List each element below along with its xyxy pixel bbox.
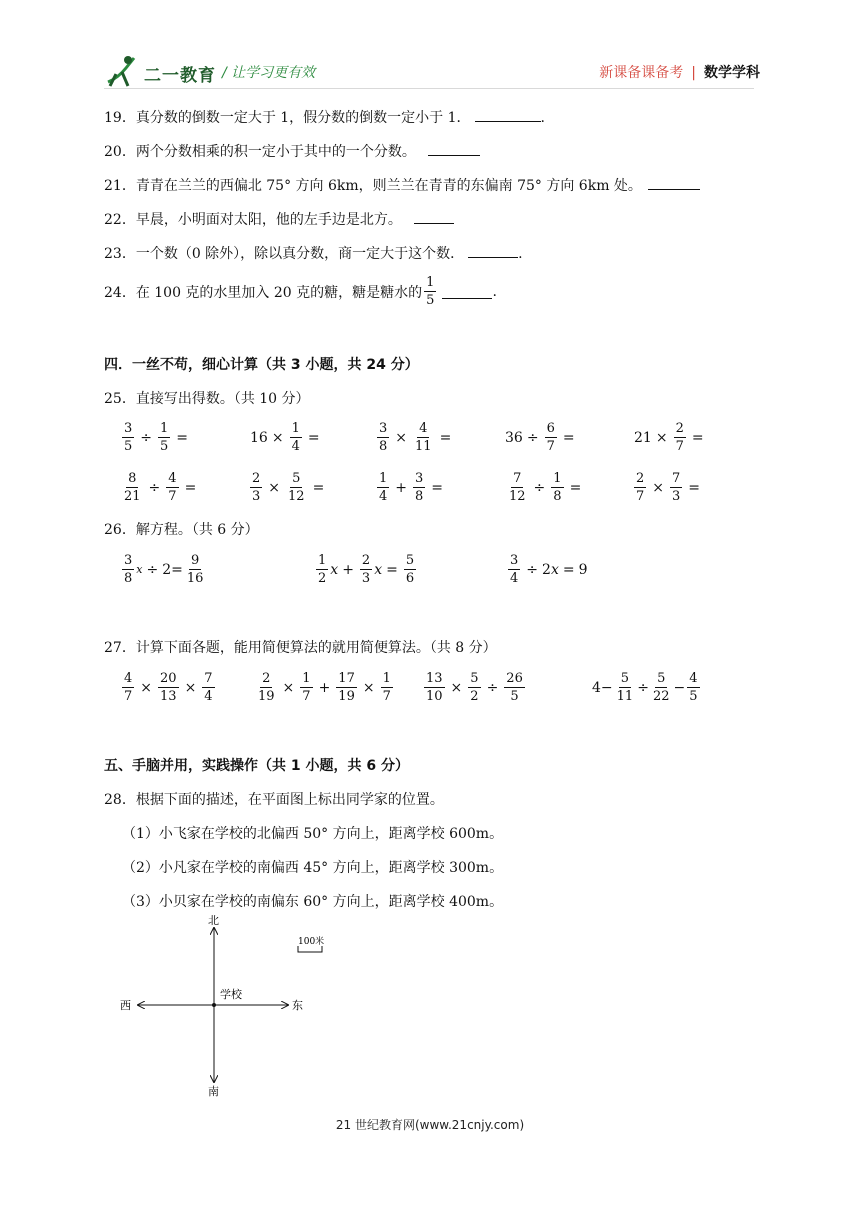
school-point (212, 1003, 216, 1007)
answer-blank[interactable] (442, 284, 492, 299)
q28-item-1: （1）小飞家在学校的北偏西 50° 方向上，距离学校 600m。 (122, 826, 504, 842)
scale-label: 100米 (298, 937, 325, 947)
question-28: 28．根据下面的描述，在平面图上标出同学家的位置。 (104, 792, 444, 808)
equation-26-1: $\frac{3}{8}$ x ÷ 2 = $\frac{9}{16}$ (124, 553, 204, 586)
section-4-title: 四．一丝不苟，细心计算（共 3 小题，共 24 分） (104, 357, 419, 373)
logo-runner-icon (104, 52, 140, 90)
question-19: 19．真分数的倒数一定大于 1，假分数的倒数一定小于 1． . (104, 107, 545, 127)
calc-25-4: 36 ÷ $\frac{6}{7}$ = (505, 421, 575, 454)
header-right (599, 62, 760, 82)
answer-blank[interactable] (648, 175, 700, 190)
header-separator: | (691, 65, 696, 81)
page-header (0, 0, 860, 92)
question-21: 21．青青在兰兰的西偏北 75° 方向 6km，则兰兰在青青的东偏南 75° 方向 6km 处。 (104, 175, 700, 195)
calc-25-7: $\frac{2}{3}$ × $\frac{5}{12}$ = (252, 471, 325, 504)
question-26: 26．解方程。（共 6 分） (104, 522, 259, 538)
answer-blank[interactable] (468, 243, 518, 258)
equation-26-2: $\frac{1}{2}$ x + $\frac{2}{3}$ x = $\frac{5}{6}$ (318, 553, 415, 586)
slogan: / 让学习更有效 (222, 65, 316, 81)
calc-25-2: 16 × $\frac{1}{4}$ = (250, 421, 320, 454)
logo-text: 二一教育 (144, 66, 216, 86)
calc-27-3: $\frac{13}{10}$ × $\frac{5}{2}$ ÷ $\frac{26}{5}$ (426, 671, 523, 704)
east-label: 东 (292, 999, 303, 1012)
answer-blank[interactable] (414, 209, 454, 224)
question-20: 20．两个分数相乘的积一定小于其中的一个分数。 (104, 141, 480, 161)
answer-blank[interactable] (428, 141, 480, 156)
question-24: 24．在 100 克的水里加入 20 克的糖，糖是糖水的 $\frac{1}{5}$ . (104, 275, 497, 308)
calc-27-1: $\frac{4}{7}$ × $\frac{20}{13}$ × $\frac{7}{4}$ (124, 671, 213, 704)
calc-27-2: $\frac{2}{19}$ × $\frac{1}{7}$ + $\frac{17}{19}$ × $\frac{1}{7}$ (258, 671, 391, 704)
calc-25-5: 21 × $\frac{2}{7}$ = (634, 421, 704, 454)
question-22: 22．早晨，小明面对太阳，他的左手边是北方。 (104, 209, 454, 229)
question-27: 27．计算下面各题，能用简便算法的就用简便算法。（共 8 分） (104, 640, 497, 656)
north-label: 北 (208, 914, 219, 927)
header-tag-a: 新课备课备考 (599, 65, 684, 81)
answer-blank[interactable] (475, 107, 541, 122)
school-map[interactable] (110, 910, 330, 1100)
calc-25-1: $\frac{3}{5}$ ÷ $\frac{1}{5}$ = (124, 421, 189, 454)
q28-item-3: （3）小贝家在学校的南偏东 60° 方向上，距离学校 400m。 (122, 894, 504, 910)
south-label: 南 (208, 1085, 219, 1098)
school-label: 学校 (220, 988, 242, 1001)
header-divider (104, 88, 754, 89)
section-5-title: 五、手脑并用，实践操作（共 1 小题，共 6 分） (104, 758, 409, 774)
equation-26-3: $\frac{3}{4}$ ÷ 2 x = 9 (510, 553, 588, 586)
calc-25-8: $\frac{1}{4}$ + $\frac{3}{8}$ = (379, 471, 444, 504)
question-25: 25．直接写出得数。（共 10 分） (104, 391, 310, 407)
fraction: $\frac{1}{5}$ (426, 275, 435, 308)
calc-25-10: $\frac{2}{7}$ × $\frac{7}{3}$ = (636, 471, 701, 504)
calc-27-4: 4 − $\frac{5}{11}$ ÷ $\frac{5}{22}$ − $\frac{4}{5}$ (592, 671, 698, 704)
calc-25-6: $\frac{8}{21}$ ÷ $\frac{4}{7}$ = (124, 471, 197, 504)
page-footer: 21 世纪教育网(www.21cnjy.com) (335, 1118, 525, 1132)
west-label: 西 (120, 999, 131, 1012)
q28-item-2: （2）小凡家在学校的南偏西 45° 方向上，距离学校 300m。 (122, 860, 504, 876)
calc-25-9: $\frac{7}{12}$ ÷ $\frac{1}{8}$ = (509, 471, 582, 504)
header-tag-b: 数学学科 (704, 65, 760, 81)
calc-25-3: $\frac{3}{8}$ × $\frac{4}{11}$ = (379, 421, 452, 454)
question-23: 23．一个数（0 除外），除以真分数，商一定大于这个数． . (104, 243, 523, 263)
